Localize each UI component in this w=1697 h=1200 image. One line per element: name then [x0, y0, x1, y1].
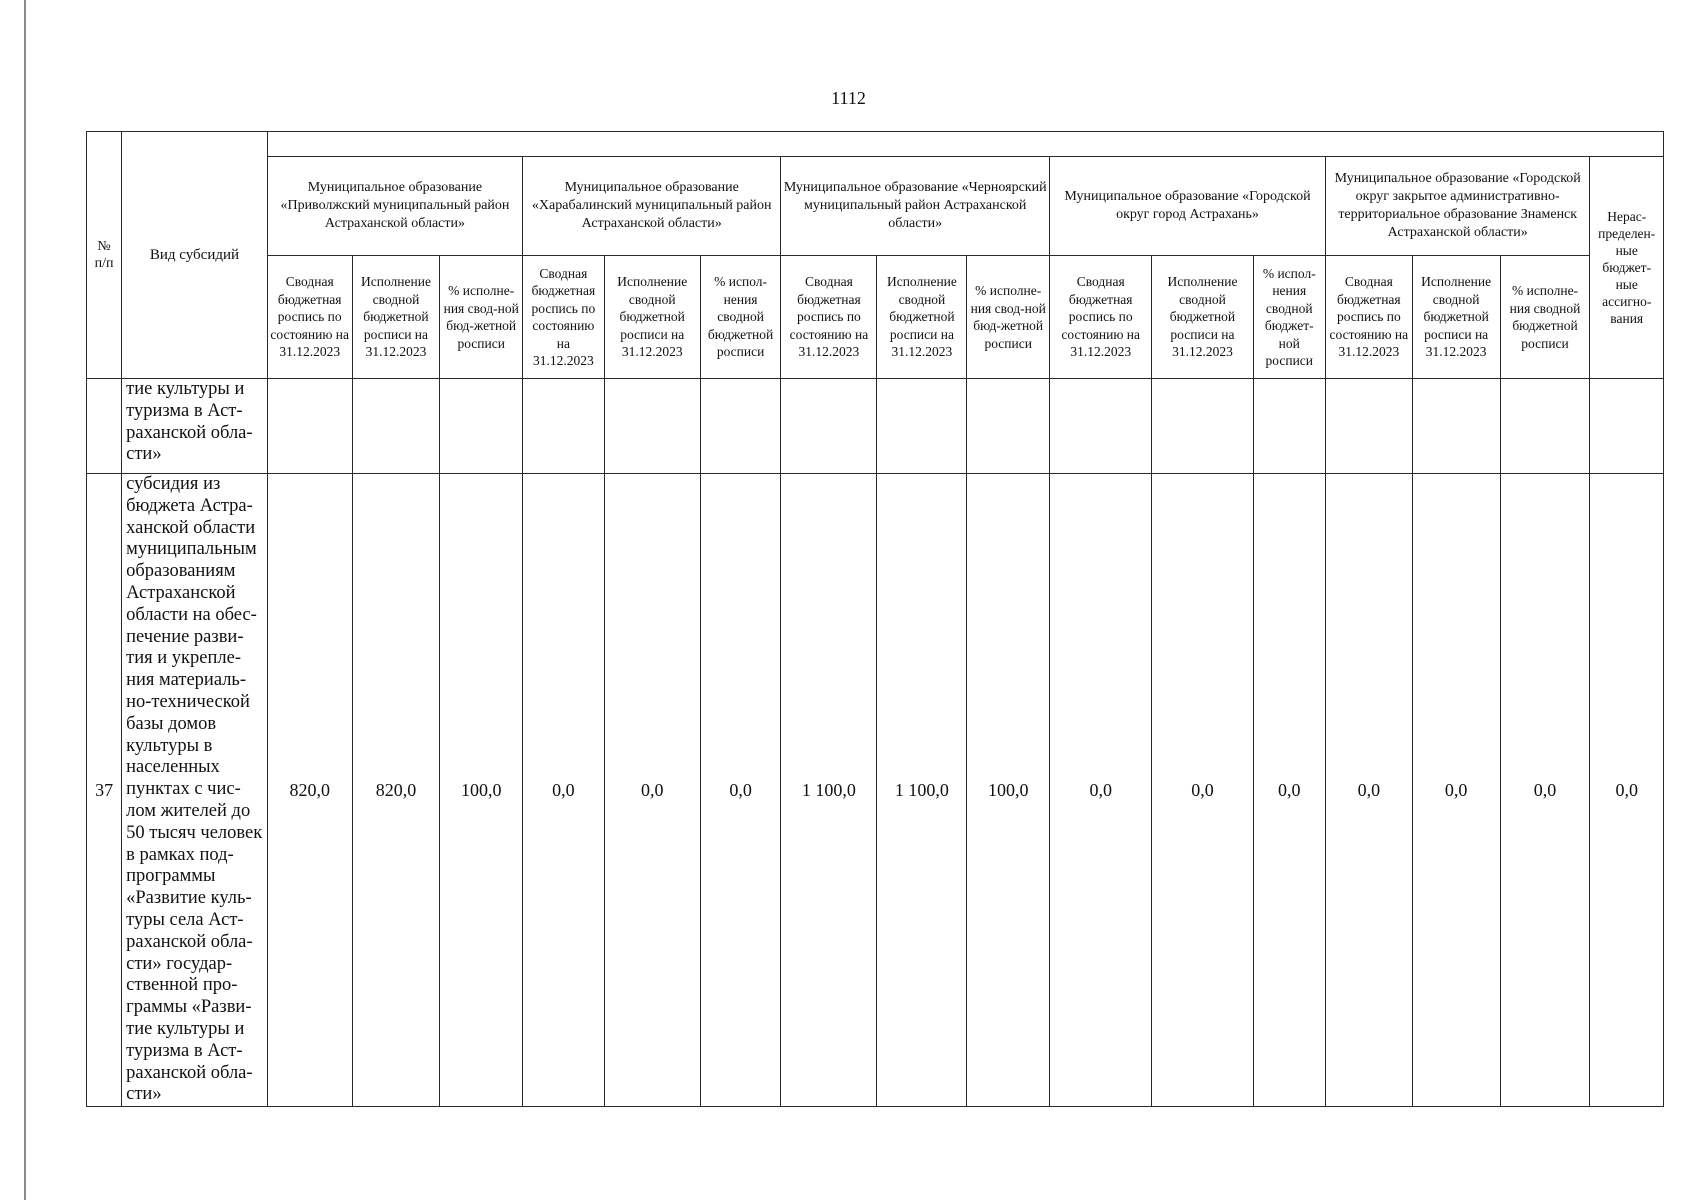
empty-cell [267, 379, 352, 474]
value-cell: 1 100,0 [877, 474, 967, 1107]
value-cell: 0,0 [1050, 474, 1152, 1107]
value-cell: 0,0 [1500, 474, 1590, 1107]
subheader-percent: % испол-нения сводной бюджетной росписи [700, 256, 781, 379]
empty-cell [523, 379, 605, 474]
empty-cell [1412, 379, 1500, 474]
empty-cell [877, 379, 967, 474]
value-cell: 0,0 [1590, 474, 1664, 1107]
group-header-znamensk: Муниципальное образование «Городской округ закрытое административно-территориальное образование Знаменск Астраханской области» [1325, 157, 1590, 256]
empty-cell [440, 379, 523, 474]
table-row [87, 474, 1664, 1107]
value-cell: 0,0 [604, 474, 700, 1107]
subheader-plan: Сводная бюджетная роспись по состоянию на 31.12.2023 [523, 256, 605, 379]
empty-cell [967, 379, 1050, 474]
subheader-execution: Исполнение сводной бюджетной росписи на 31.12.2023 [604, 256, 700, 379]
subheader-plan: Сводная бюджетная роспись по состоянию на 31.12.2023 [267, 256, 352, 379]
empty-cell [1152, 379, 1253, 474]
group-header-privolzhsky: Муниципальное образование «Приволжский муниципальный район Астраханской области» [267, 157, 522, 256]
row-description: субсидия из бюджета Астра- ханской области муниципальным образованиям Астраханской области на обес- печение разви- тия и укрепле- ния материаль- но-технической базы домов культуры в населенных пунктах с чис- лом жителей до 50 тысяч человек в рамках под- программы «Развитие куль- туры села Аст- раханской обла- сти» государ- ственной про- граммы «Разви- тие культуры и туризма в Аст- раханской обла- сти» [122, 474, 268, 1107]
value-cell: 100,0 [440, 474, 523, 1107]
value-cell: 0,0 [1253, 474, 1325, 1107]
subheader-plan: Сводная бюджетная роспись по состоянию на 31.12.2023 [781, 256, 877, 379]
empty-cell [1325, 379, 1412, 474]
subheader-plan: Сводная бюджетная роспись по состоянию на 31.12.2023 [1325, 256, 1412, 379]
group-header-kharabalinsky: Муниципальное образование «Харабалинский муниципальный район Астраханской области» [523, 157, 781, 256]
empty-cell [1253, 379, 1325, 474]
page-binding-line [24, 0, 26, 1200]
empty-cell [1050, 379, 1152, 474]
value-cell: 1 100,0 [781, 474, 877, 1107]
empty-cell [604, 379, 700, 474]
empty-cell [781, 379, 877, 474]
value-cell: 820,0 [267, 474, 352, 1107]
value-cell: 0,0 [1412, 474, 1500, 1107]
page-number: 1112 [831, 88, 866, 108]
subheader-percent: % исполне-ния свод-ной бюд-жетной росписи [440, 256, 523, 379]
value-cell: 820,0 [352, 474, 440, 1107]
continuation-description: тие культуры и туризма в Аст- раханской обла- сти» [122, 379, 268, 474]
subheader-percent: % исполне-ния сводной бюджетной росписи [1500, 256, 1590, 379]
header-unallocated: Нерас- пределен- ные бюджет- ные ассигно- вания [1590, 157, 1664, 379]
table-row-continuation [87, 379, 1664, 474]
value-cell: 100,0 [967, 474, 1050, 1107]
group-header-astrakhan-city: Муниципальное образование «Городской округ город Астрахань» [1050, 157, 1326, 256]
row-number: 37 [87, 474, 122, 1107]
subheader-percent: % исполне-ния свод-ной бюд-жетной росписи [967, 256, 1050, 379]
subheader-execution: Исполнение сводной бюджетной росписи на 31.12.2023 [1412, 256, 1500, 379]
continuation-num-cell [87, 379, 122, 474]
empty-cell [1500, 379, 1590, 474]
header-top-empty [267, 132, 1663, 157]
subheader-execution: Исполнение сводной бюджетной росписи на 31.12.2023 [1152, 256, 1253, 379]
value-cell: 0,0 [523, 474, 605, 1107]
empty-cell [700, 379, 781, 474]
value-cell: 0,0 [700, 474, 781, 1107]
empty-cell [1590, 379, 1664, 474]
header-row-number: № п/п [87, 132, 122, 379]
subheader-execution: Исполнение сводной бюджетной росписи на 31.12.2023 [352, 256, 440, 379]
subheader-execution: Исполнение сводной бюджетной росписи на 31.12.2023 [877, 256, 967, 379]
subheader-plan: Сводная бюджетная роспись по состоянию на 31.12.2023 [1050, 256, 1152, 379]
empty-cell [352, 379, 440, 474]
subheader-percent: % испол-нения сводной бюджет-ной росписи [1253, 256, 1325, 379]
header-subsidy-kind: Вид субсидий [122, 132, 268, 379]
value-cell: 0,0 [1325, 474, 1412, 1107]
group-header-chernoyarsky: Муниципальное образование «Черноярский муниципальный район Астраханской области» [781, 157, 1050, 256]
value-cell: 0,0 [1152, 474, 1253, 1107]
subsidy-table [86, 131, 1664, 1107]
